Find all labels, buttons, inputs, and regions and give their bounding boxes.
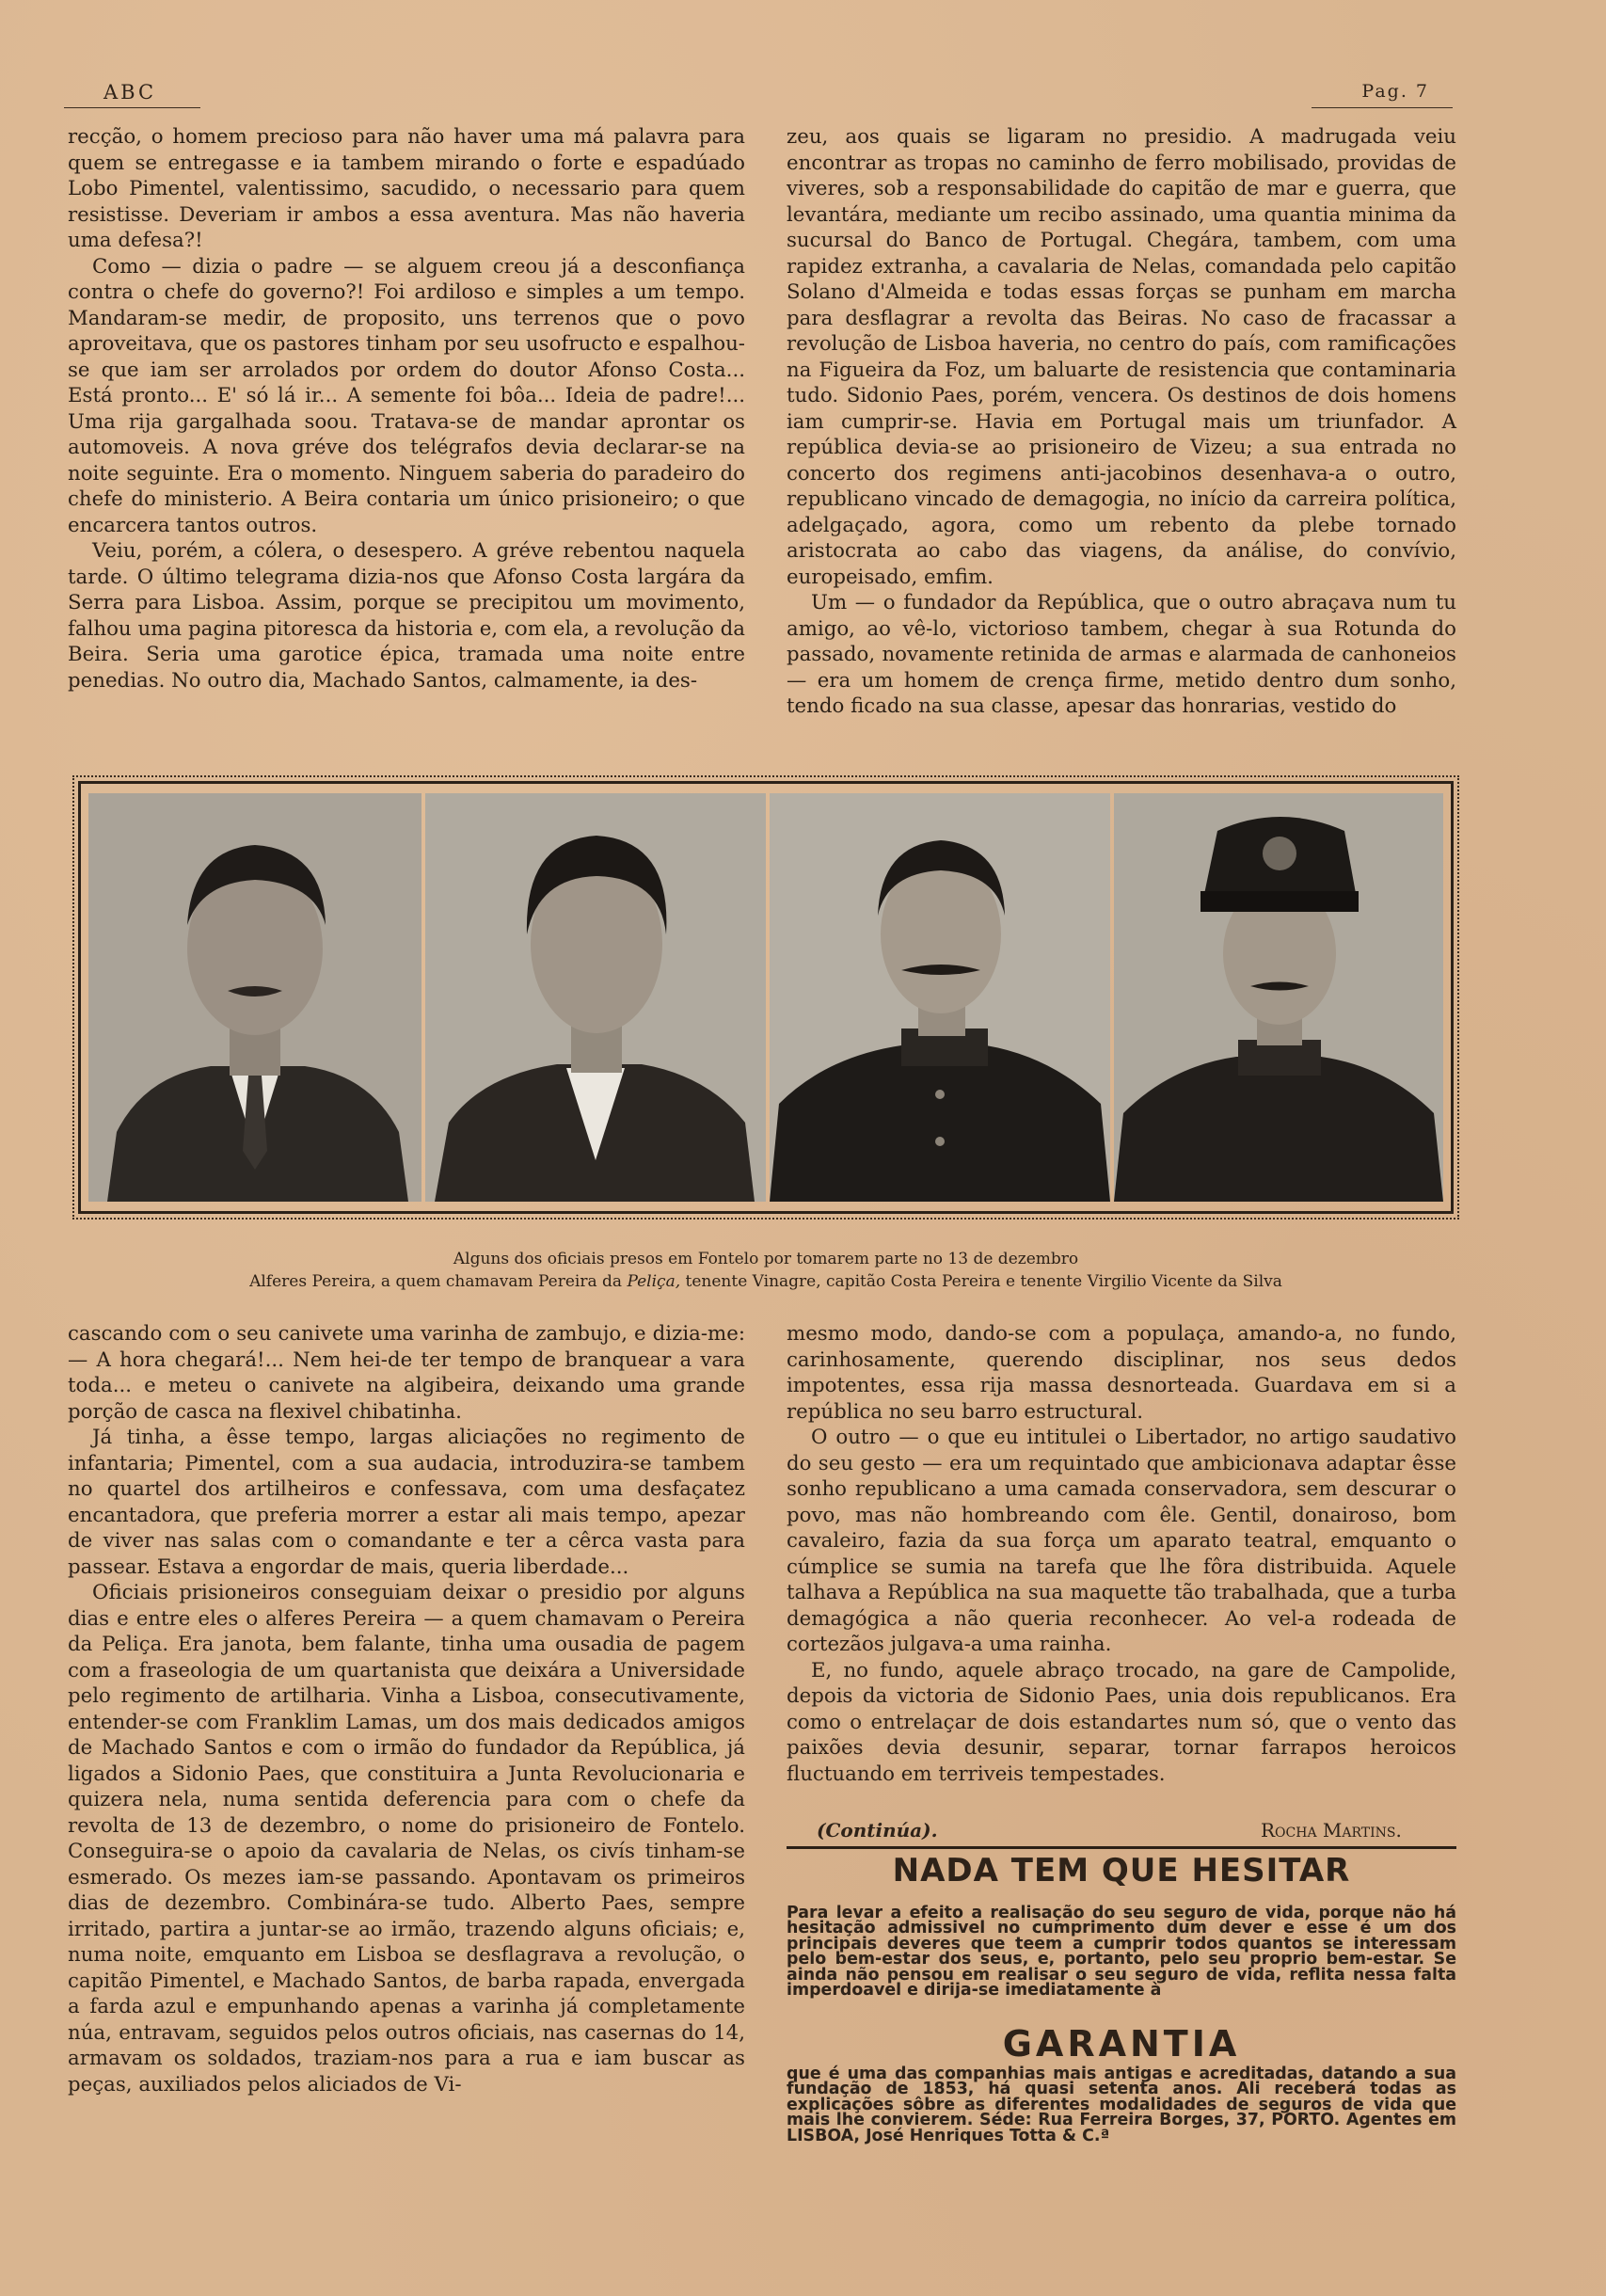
article-right-column-bottom xyxy=(787,1321,1456,1787)
paragraph: Um — o fundador da República, que o outro abraçava num tu amigo, ao vê-lo, victorioso tambem, chegar à sua Rotunda do passado, novamente retinida de armas e alarmada de canhoneios — era um homem de crença firme, metido dentro dum sonho, tendo ficado na sua classe, apesar das honrarias, vestido do xyxy=(787,591,1456,718)
portrait-capitao-costa-pereira xyxy=(770,793,1110,1202)
header-rule-right xyxy=(1312,107,1453,108)
advertisement-top-rule xyxy=(787,1846,1456,1849)
paragraph: recção, o homem precioso para não haver uma má palavra para quem se entregasse e ia tambem mirando o forte e espadúado Lobo Pimentel, valentissimo, sacudido, o necessario para quem resistisse. Deveriam ir ambos a essa aventura. Mas não haveria uma defesa?! xyxy=(68,125,745,252)
continua-note: (Continúa). xyxy=(817,1819,938,1842)
photo-caption-names xyxy=(78,1272,1454,1291)
header-rule-left xyxy=(64,107,200,108)
officers-photograph-strip xyxy=(78,781,1454,1214)
paragraph: cascando com o seu canivete uma varinha de zambujo, e dizia-me: — A hora chegará!... Nem hei-de ter tempo de branquear a vara toda... e meteu o canivete na algibeira, deixando uma grande porção de casca na flexivel chibatinha. xyxy=(68,1322,745,1424)
paragraph: O outro — o que eu intitulei o Libertador, no artigo saudativo do seu gesto — era um requintado que ambicionava adaptar êsse sonho republicano a uma camada conservadora, sem descurar o povo, mas não hombreando com êle. Gentil, donairoso, bom cavaleiro, fazia da sua força um aparato teatral, emquanto o cúmplice se sumia na tarefa que lhe fôra distribuida. Aquele talhava a República na sua maquette tão trabalhada, que a turba demagógica a não queria reconhecer. Ao vel-a rodeada de cortezãos julgava-a uma rainha. xyxy=(787,1426,1456,1656)
caption-italic-nickname: Peliça, xyxy=(627,1272,681,1291)
paragraph: Oficiais prisioneiros conseguiam deixar o presidio por alguns dias e entre eles o alferes Pereira — a quem chamavam o Pereira da Peliça. Era janota, bem falante, tinha uma ousadia de pagem com a fraseologia de um quartanista que deixára a Universidade pelo regimento de artilharia. Vinha a Lisboa, consecutivamente, entender-se com Franklim Lamas, um dos mais dedicados amigos de Machado Santos e com o irmão do fundador da República, já ligados a Sidonio Paes, que constituira a Junta Revolucionaria e quizera nela, numa sentida deferencia para com o chefe da revolta de 13 de dezembro, o nome do prisioneiro de Fontelo. Conseguira-se o apoio da cavalaria de Nelas, os civís tinham-se esmerado. Os mezes iam-se passando. Apontavam os primeiros dias de dezembro. Combinára-se tudo. Alberto Paes, sempre irritado, partira a juntar-se ao irmão, trazendo alguns oficiais; e, numa noite, emquanto em Lisboa se desflagrava a revolução, o capitão Pimentel, e Machado Santos, de barba rapada, envergada a farda azul e empunhando apenas a varinha já completamente núa, entravam, seguidos pelos outros oficiais, nas casernas do 14, armavam os soldados, traziam-nos para a rua e iam buscar as peças, auxiliados pelos aliciados de Vi- xyxy=(68,1581,745,2097)
advertisement-body-intro: Para levar a efeito a realisação do seu seguro de vida, porque não há hesitação admissivel no cumprimento dum dever e esse é um dos principais deveres que teem a cumprir todos quantos se interessam pelo bem-estar dos seus, e, portanto, pelo seu proprio bem-estar. Se ainda não pensou em realisar o seu seguro de vida, reflita nessa falta imperdoavel e dirija-se imediatamente à xyxy=(787,1904,1456,2001)
portrait-alferes-pereira xyxy=(88,793,421,1202)
paragraph: zeu, aos quais se ligaram no presidio. A madrugada veiu encontrar as tropas no caminho de ferro mobilisado, providas de viveres, sob a responsabilidade do capitão de mar e guerra, que levantára, mediante um recibo assinado, uma quantia minima da sucursal do Banco de Portugal. Chegára, tambem, com uma rapidez extranha, a cavalaria de Nelas, comandada pelo capitão Solano d'Almeida e todas essas forças se punham em marcha para desflagrar a revolta das Beiras. No caso de fracassar a revolução de Lisboa haveria, no centro do país, com ramificações na Figueira da Foz, um baluarte de resistencia que contaminaria tudo. Sidonio Paes, porém, vencera. Os destinos de dois homens iam cumprir-se. Havia em Portugal mais um triunfador. A república devia-se ao prisioneiro de Vizeu; a sua entrada no concerto dos regimens anti-jacobinos desenhava-a o outro, republicano vincado de demagogia, no início da carreira política, adelgaçado, agora, como um rebento da plebe tornado aristocrata ao cabo das viagens, da análise, do convívio, europeisado, emfim. xyxy=(787,125,1456,589)
portrait-tenente-vinagre xyxy=(425,793,766,1202)
advertisement-body-details: que é uma das companhias mais antigas e acreditadas, datando a sua fundação de 1853, há quasi setenta anos. Ali receberá todas as explicações sôbre as diferentes modalidades de seguros de vida que mais lhe convierem. Séde: Rua Ferreira Borges, 37, PORTO. Agentes em LISBOA, José Henriques Totta & C.ª xyxy=(787,2065,1456,2145)
advertisement-brand: GARANTIA xyxy=(1002,2023,1241,2065)
photo-caption-title: Alguns dos oficiais presos em Fontelo por tomarem parte no 13 de dezembro xyxy=(453,1250,1079,1268)
paragraph: Veiu, porém, a cólera, o desespero. A gréve rebentou naquela tarde. O último telegrama dizia-nos que Afonso Costa largára da Serra para Lisboa. Assim, porque se precipitou um movimento, falhou uma pagina pitoresca da historia e, com ela, a revolução da Beira. Seria uma garotice épica, tramada uma noite entre penedias. No outro dia, Machado Santos, calmamente, ia des- xyxy=(68,539,745,693)
article-left-column-top xyxy=(68,124,745,694)
page-header-publication: ABC xyxy=(103,81,157,104)
advertisement-title: NADA TEM QUE HESITAR xyxy=(892,1852,1351,1889)
article-right-column-top xyxy=(787,124,1456,720)
paragraph: E, no fundo, aquele abraço trocado, na gare de Campolide, depois da victoria de Sidonio Paes, unia dois republicanos. Era como o entrelaçar de dois estandartes num só, que o vento das paixões devia desunir, separar, tornar farrapos heroicos fluctuando em terriveis tempestades. xyxy=(787,1658,1456,1786)
author-signature: Rocha Martins. xyxy=(1261,1819,1402,1842)
article-left-column-bottom xyxy=(68,1321,745,2097)
paragraph: Já tinha, a êsse tempo, largas aliciações no regimento de infantaria; Pimentel, com a sua audacia, introduzira-se tambem no quartel dos artilheiros e confessava, com uma desfaçatez encantadora, que preferia morrer a estar ali mais tempo, apezar de viver nas salas com o comandante e ter a cêrca vasta para passear. Estava a engordar de mais, queria liberdade... xyxy=(68,1426,745,1579)
caption-text: Alferes Pereira, a quem chamavam Pereira da xyxy=(249,1272,628,1291)
paragraph: mesmo modo, dando-se com a populaça, amando-a, no fundo, carinhosamente, querendo disciplinar, nos seus dedos impotentes, essa rija massa desnorteada. Guardava em si a república no seu barro estructural. xyxy=(787,1322,1456,1424)
portrait-tenente-virgilio-vicente-da-silva xyxy=(1114,793,1443,1202)
page-header-page-number: Pag. 7 xyxy=(1361,81,1429,102)
caption-text: tenente Vinagre, capitão Costa Pereira e tenente Virgilio Vicente da Silva xyxy=(680,1272,1282,1291)
paragraph: Como — dizia o padre — se alguem creou já a desconfiança contra o chefe do governo?! Foi ardiloso e simples a um tempo. Mandaram-se medir, de proposito, uns terrenos que o povo aproveitava, que os pastores tinham por seu usofructo e espalhou-se que iam ser arrolados por ordem do doutor Afonso Costa... Está pronto... E' só lá ir... A semente foi bôa... Ideia de padre!... Uma rija gargalhada soou. Tratava-se de mandar aprontar os automoveis. A nova gréve dos telégrafos devia declarar-se na noite seguinte. Era o momento. Ninguem saberia do paradeiro do chefe do ministerio. A Beira contaria um único prisioneiro; o que encarcera tantos outros. xyxy=(68,254,745,537)
